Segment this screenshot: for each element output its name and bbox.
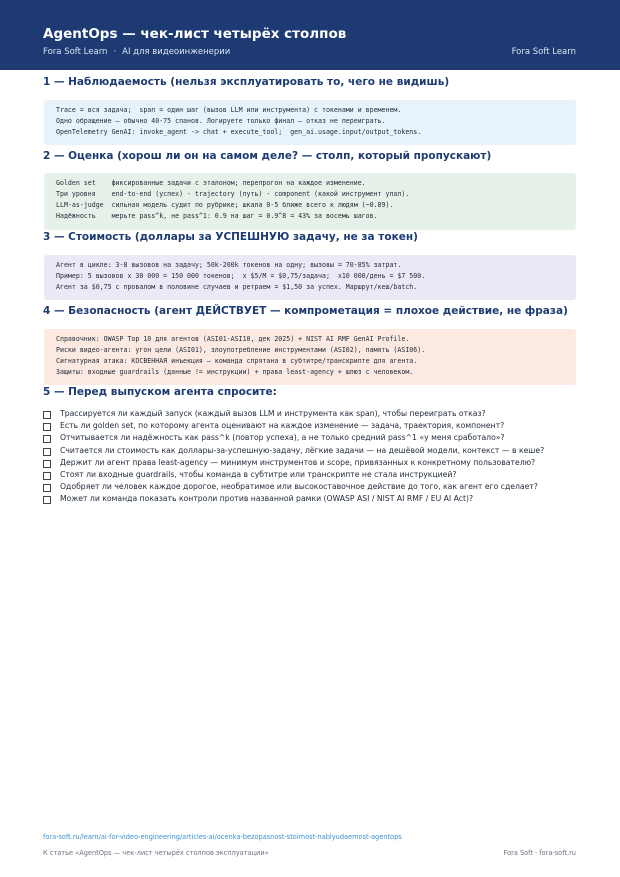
box-line: Сигнатурная атака: КОСВЕННАЯ инъекция — команда спрятана в субтитре/транскрипте для агента. bbox=[56, 357, 418, 365]
checkbox[interactable] bbox=[43, 423, 51, 431]
subtitle-source: Fora Soft Learn bbox=[43, 47, 108, 57]
checkbox[interactable] bbox=[43, 460, 51, 468]
checklist-item bbox=[43, 470, 578, 481]
section-box-security bbox=[44, 329, 576, 385]
page-title: AgentOps — чек-лист четырёх столпов bbox=[43, 26, 347, 42]
checklist-item bbox=[43, 482, 578, 493]
box-line: Агент за $0,75 с провалом в половине случаев и ретраем = $1,50 за успех. Маршрут/кеш/batch. bbox=[56, 283, 418, 291]
box-line: Golden set фиксированные задачи с эталоном; перепрогон на каждое изменение. bbox=[56, 179, 366, 187]
box-line: LLM-as-judge сильная модель судит по рубрике; шкала 0-5 ближе всего к людям (~0.89). bbox=[56, 201, 394, 209]
checkbox[interactable] bbox=[43, 448, 51, 456]
section-box-evaluation bbox=[44, 173, 576, 230]
box-line: Одно обращение — обычно 40-75 спанов. Логируете только финал — отказ не переиграть. bbox=[56, 117, 386, 125]
checklist-item bbox=[43, 409, 578, 420]
box-line: Защиты: входные guardrails (данные != инструкции) + права least-agency + шлюз с человеком. bbox=[56, 368, 414, 376]
checkbox[interactable] bbox=[43, 472, 51, 480]
box-line: Риски видео-агента: угон цели (ASI01), злоупотребление инструментами (ASI02), память (ASI06). bbox=[56, 346, 426, 354]
checklist-item bbox=[43, 494, 578, 505]
subtitle-topic: AI для видеоинженерии bbox=[122, 47, 231, 57]
checklist-item bbox=[43, 421, 578, 432]
section-box-observability bbox=[44, 100, 576, 145]
checklist-item-text: Держит ли агент права least-agency — минимум инструментов и scope, привязанных к конкретному пользователю? bbox=[60, 457, 536, 467]
section-title-evaluation: 2 — Оценка (хорош ли он на самом деле? — столп, который пропускают) bbox=[43, 150, 492, 162]
checklist-item-text: Может ли команда показать контроли против названной рамки (OWASP ASI / NIST AI RMF / EU AI Act)? bbox=[60, 494, 474, 504]
page-subtitle bbox=[43, 47, 230, 57]
subtitle-separator: · bbox=[113, 47, 117, 57]
page-header bbox=[0, 0, 620, 70]
header-brand: Fora Soft Learn bbox=[511, 47, 576, 57]
section-title-cost: 3 — Стоимость (доллары за УСПЕШНУЮ задачу, не за токен) bbox=[43, 231, 418, 243]
checklist-item bbox=[43, 446, 578, 457]
checklist-item-text: Отчитывается ли надёжность как pass^k (повтор успеха), а не только средний pass^1 «у меня сработало»? bbox=[60, 433, 505, 443]
checklist-item-text: Считается ли стоимость как доллары-за-успешную-задачу, лёгкие задачи — на дешёвой модели, контекст — в кеше? bbox=[60, 445, 545, 455]
section-title-observability: 1 — Наблюдаемость (нельзя эксплуатировать то, чего не видишь) bbox=[43, 76, 450, 88]
checklist-item-text: Трассируется ли каждый запуск (каждый вызов LLM и инструмента как span), чтобы переиграть отказ? bbox=[60, 409, 486, 418]
checkbox[interactable] bbox=[43, 484, 51, 492]
section-box-cost bbox=[44, 255, 576, 300]
checklist-item bbox=[43, 433, 578, 444]
footer-brand: Fora Soft · fora-soft.ru bbox=[503, 849, 576, 857]
checklist-item bbox=[43, 458, 578, 469]
checkbox[interactable] bbox=[43, 496, 51, 504]
box-line: Надёжность мерьте pass^k, не pass^1: 0.9 на шаг = 0.9^8 = 43% за восемь шагов. bbox=[56, 212, 378, 220]
checkbox[interactable] bbox=[43, 435, 51, 443]
section-title-security: 4 — Безопасность (агент ДЕЙСТВУЕТ — компрометация = плохое действие, не фраза) bbox=[43, 305, 568, 317]
box-line: Справочник: OWASP Top 10 для агентов (ASI01-ASI10, дек 2025) + NIST AI RMF GenAI Profile. bbox=[56, 335, 410, 343]
checklist-item-text: Есть ли golden set, по которому агента оценивают на каждое изменение — задача, траектория, компонент? bbox=[60, 421, 505, 431]
article-link[interactable]: fora-soft.ru/learn/ai-for-video-engineering/articles-ai/ocenka-bezopasnost-stoimost-nablyudaemost-agentops bbox=[43, 833, 402, 841]
footer-article-ref: К статье «AgentOps — чек-лист четырёх столпов эксплуатации» bbox=[43, 849, 269, 857]
checklist-item-text: Стоят ли входные guardrails, чтобы команда в субтитре или транскрипте не стала инструкцией? bbox=[60, 469, 457, 479]
box-line: Пример: 5 вызовов x 30 000 = 150 000 токенов; x $5/M = $0,75/задача; x10 000/день = $7 500. bbox=[56, 272, 426, 280]
box-line: Агент в цикле: 3-8 вызовов на задачу; 50k-200k токенов на одну; вызовы = 70-85% затрат. bbox=[56, 261, 402, 269]
box-line: Три уровня end-to-end (успех) - trajectory (путь) - component (какой инструмент упал). bbox=[56, 190, 410, 198]
release-checklist bbox=[43, 409, 578, 507]
checkbox[interactable] bbox=[43, 411, 51, 419]
checklist-item-text: Одобряет ли человек каждое дорогое, необратимое или высокоставочное действие до того, как агент его сделает? bbox=[60, 482, 538, 492]
box-line: Trace = вся задача; span = один шаг (вызов LLM или инструмента) с токенами и временем. bbox=[56, 106, 402, 114]
checklist-title: 5 — Перед выпуском агента спросите: bbox=[43, 386, 277, 398]
box-line: OpenTelemetry GenAI: invoke_agent -> chat + execute_tool; gen_ai.usage.input/output_tokens. bbox=[56, 128, 422, 136]
